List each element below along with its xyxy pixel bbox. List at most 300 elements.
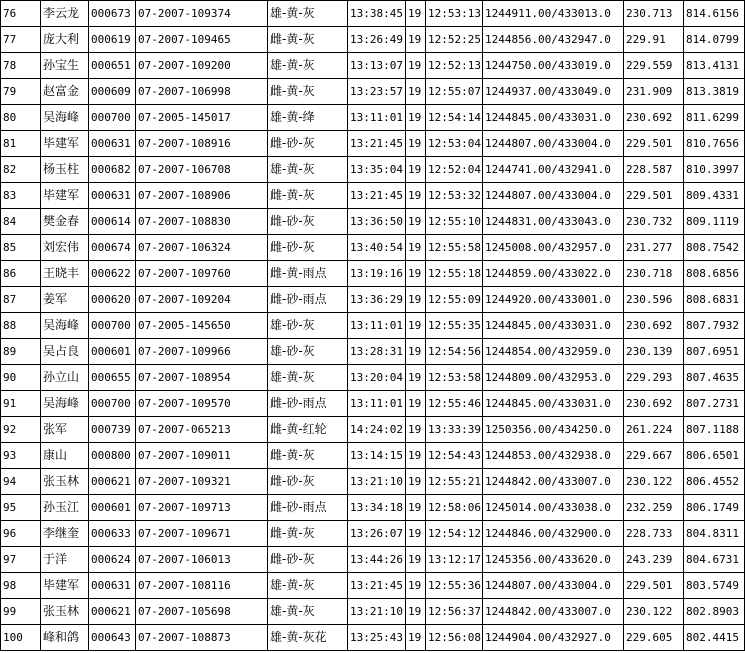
- description-cell: 雌-黄-红轮: [268, 417, 348, 443]
- ring-number-cell: 07-2007-106998: [136, 79, 268, 105]
- arrival-time-cell: 12:52:13: [426, 53, 483, 79]
- day-cell: 19: [406, 547, 426, 573]
- description-cell: 雌-黄-灰: [268, 443, 348, 469]
- description-cell: 雄-黄-灰: [268, 365, 348, 391]
- coordinate-cell: 1244859.00/433022.0: [483, 261, 624, 287]
- coordinate-cell: 1244845.00/433031.0: [483, 391, 624, 417]
- day-cell: 19: [406, 261, 426, 287]
- name-cell: 康山: [41, 443, 89, 469]
- table-row: [1, 599, 745, 625]
- rank-cell: 98: [1, 573, 41, 599]
- day-cell: 19: [406, 495, 426, 521]
- speed-cell: 809.1119: [684, 209, 745, 235]
- start-time-cell: 13:21:45: [348, 183, 406, 209]
- arrival-time-cell: 12:55:21: [426, 469, 483, 495]
- start-time-cell: 13:14:15: [348, 443, 406, 469]
- speed-cell: 808.7542: [684, 235, 745, 261]
- coordinate-cell: 1250356.00/434250.0: [483, 417, 624, 443]
- distance-cell: 229.501: [624, 131, 684, 157]
- distance-cell: 228.733: [624, 521, 684, 547]
- rank-cell: 84: [1, 209, 41, 235]
- speed-cell: 807.1188: [684, 417, 745, 443]
- description-cell: 雌-砂-雨点: [268, 495, 348, 521]
- coordinate-cell: 1244853.00/432938.0: [483, 443, 624, 469]
- ring-number-cell: 07-2007-108916: [136, 131, 268, 157]
- club-id-cell: 000624: [89, 547, 136, 573]
- start-time-cell: 13:21:45: [348, 573, 406, 599]
- day-cell: 19: [406, 443, 426, 469]
- start-time-cell: 13:21:45: [348, 131, 406, 157]
- arrival-time-cell: 12:55:35: [426, 313, 483, 339]
- table-row: [1, 391, 745, 417]
- speed-cell: 802.4415: [684, 625, 745, 651]
- description-cell: 雌-砂-灰: [268, 469, 348, 495]
- ring-number-cell: 07-2007-109321: [136, 469, 268, 495]
- name-cell: 孙宝生: [41, 53, 89, 79]
- speed-cell: 808.6831: [684, 287, 745, 313]
- club-id-cell: 000673: [89, 1, 136, 27]
- distance-cell: 230.596: [624, 287, 684, 313]
- coordinate-cell: 1244842.00/433007.0: [483, 599, 624, 625]
- table-row: [1, 495, 745, 521]
- ring-number-cell: 07-2007-109204: [136, 287, 268, 313]
- name-cell: 吴海峰: [41, 105, 89, 131]
- day-cell: 19: [406, 469, 426, 495]
- distance-cell: 261.224: [624, 417, 684, 443]
- distance-cell: 229.605: [624, 625, 684, 651]
- table-row: [1, 157, 745, 183]
- coordinate-cell: 1244937.00/433049.0: [483, 79, 624, 105]
- rank-cell: 81: [1, 131, 41, 157]
- club-id-cell: 000622: [89, 261, 136, 287]
- distance-cell: 230.122: [624, 599, 684, 625]
- start-time-cell: 13:38:45: [348, 1, 406, 27]
- day-cell: 19: [406, 573, 426, 599]
- rank-cell: 76: [1, 1, 41, 27]
- speed-cell: 810.7656: [684, 131, 745, 157]
- ring-number-cell: 07-2007-105698: [136, 599, 268, 625]
- name-cell: 孙立山: [41, 365, 89, 391]
- day-cell: 19: [406, 183, 426, 209]
- table-row: [1, 1, 745, 27]
- table-row: [1, 183, 745, 209]
- coordinate-cell: 1244911.00/433013.0: [483, 1, 624, 27]
- rank-cell: 87: [1, 287, 41, 313]
- start-time-cell: 13:44:26: [348, 547, 406, 573]
- arrival-time-cell: 12:53:32: [426, 183, 483, 209]
- day-cell: 19: [406, 79, 426, 105]
- arrival-time-cell: 12:55:46: [426, 391, 483, 417]
- table-row: [1, 287, 745, 313]
- distance-cell: 230.713: [624, 1, 684, 27]
- speed-cell: 806.4552: [684, 469, 745, 495]
- arrival-time-cell: 12:54:12: [426, 521, 483, 547]
- table-row: [1, 625, 745, 651]
- start-time-cell: 13:36:29: [348, 287, 406, 313]
- coordinate-cell: 1244809.00/432953.0: [483, 365, 624, 391]
- name-cell: 毕建军: [41, 183, 89, 209]
- description-cell: 雌-黄-灰: [268, 79, 348, 105]
- start-time-cell: 13:26:07: [348, 521, 406, 547]
- distance-cell: 230.718: [624, 261, 684, 287]
- club-id-cell: 000800: [89, 443, 136, 469]
- arrival-time-cell: 12:55:09: [426, 287, 483, 313]
- arrival-time-cell: 13:33:39: [426, 417, 483, 443]
- day-cell: 19: [406, 105, 426, 131]
- club-id-cell: 000621: [89, 469, 136, 495]
- start-time-cell: 14:24:02: [348, 417, 406, 443]
- table-row: [1, 261, 745, 287]
- name-cell: 吴占良: [41, 339, 89, 365]
- day-cell: 19: [406, 365, 426, 391]
- coordinate-cell: 1244842.00/433007.0: [483, 469, 624, 495]
- start-time-cell: 13:28:31: [348, 339, 406, 365]
- speed-cell: 804.6731: [684, 547, 745, 573]
- name-cell: 吴海峰: [41, 391, 89, 417]
- ring-number-cell: 07-2005-145650: [136, 313, 268, 339]
- club-id-cell: 000621: [89, 599, 136, 625]
- day-cell: 19: [406, 27, 426, 53]
- start-time-cell: 13:21:10: [348, 469, 406, 495]
- coordinate-cell: 1245356.00/433620.0: [483, 547, 624, 573]
- ring-number-cell: 07-2007-109570: [136, 391, 268, 417]
- day-cell: 19: [406, 599, 426, 625]
- name-cell: 李云龙: [41, 1, 89, 27]
- name-cell: 刘宏伟: [41, 235, 89, 261]
- speed-cell: 806.6501: [684, 443, 745, 469]
- start-time-cell: 13:11:01: [348, 391, 406, 417]
- rank-cell: 91: [1, 391, 41, 417]
- description-cell: 雌-黄-灰: [268, 27, 348, 53]
- name-cell: 赵富金: [41, 79, 89, 105]
- rank-cell: 78: [1, 53, 41, 79]
- table-row: [1, 365, 745, 391]
- day-cell: 19: [406, 417, 426, 443]
- coordinate-cell: 1245008.00/432957.0: [483, 235, 624, 261]
- club-id-cell: 000631: [89, 183, 136, 209]
- description-cell: 雄-砂-灰: [268, 339, 348, 365]
- ring-number-cell: 07-2007-106013: [136, 547, 268, 573]
- arrival-time-cell: 12:52:04: [426, 157, 483, 183]
- speed-cell: 806.1749: [684, 495, 745, 521]
- distance-cell: 230.692: [624, 391, 684, 417]
- distance-cell: 229.667: [624, 443, 684, 469]
- arrival-time-cell: 12:54:56: [426, 339, 483, 365]
- arrival-time-cell: 12:54:14: [426, 105, 483, 131]
- club-id-cell: 000601: [89, 339, 136, 365]
- table-row: [1, 209, 745, 235]
- club-id-cell: 000614: [89, 209, 136, 235]
- club-id-cell: 000682: [89, 157, 136, 183]
- table-row: [1, 131, 745, 157]
- start-time-cell: 13:25:43: [348, 625, 406, 651]
- club-id-cell: 000631: [89, 573, 136, 599]
- distance-cell: 230.122: [624, 469, 684, 495]
- table-row: [1, 313, 745, 339]
- description-cell: 雄-黄-灰: [268, 1, 348, 27]
- start-time-cell: 13:34:18: [348, 495, 406, 521]
- rank-cell: 85: [1, 235, 41, 261]
- ring-number-cell: 07-2007-109713: [136, 495, 268, 521]
- description-cell: 雄-黄-灰: [268, 53, 348, 79]
- arrival-time-cell: 12:56:08: [426, 625, 483, 651]
- day-cell: 19: [406, 209, 426, 235]
- distance-cell: 229.293: [624, 365, 684, 391]
- rank-cell: 90: [1, 365, 41, 391]
- speed-cell: 803.5749: [684, 573, 745, 599]
- speed-cell: 814.6156: [684, 1, 745, 27]
- club-id-cell: 000643: [89, 625, 136, 651]
- description-cell: 雌-砂-雨点: [268, 391, 348, 417]
- speed-cell: 804.8311: [684, 521, 745, 547]
- day-cell: 19: [406, 313, 426, 339]
- table-row: [1, 105, 745, 131]
- table-row: [1, 547, 745, 573]
- description-cell: 雄-砂-灰: [268, 313, 348, 339]
- club-id-cell: 000620: [89, 287, 136, 313]
- ring-number-cell: 07-2007-106708: [136, 157, 268, 183]
- description-cell: 雌-砂-灰: [268, 209, 348, 235]
- club-id-cell: 000700: [89, 313, 136, 339]
- distance-cell: 229.559: [624, 53, 684, 79]
- rank-cell: 77: [1, 27, 41, 53]
- coordinate-cell: 1244807.00/433004.0: [483, 131, 624, 157]
- name-cell: 樊金春: [41, 209, 89, 235]
- description-cell: 雌-砂-灰: [268, 547, 348, 573]
- description-cell: 雄-黄-灰: [268, 599, 348, 625]
- club-id-cell: 000601: [89, 495, 136, 521]
- table-row: [1, 443, 745, 469]
- description-cell: 雌-黄-灰: [268, 521, 348, 547]
- name-cell: 吴海峰: [41, 313, 89, 339]
- arrival-time-cell: 12:56:37: [426, 599, 483, 625]
- start-time-cell: 13:13:07: [348, 53, 406, 79]
- rank-cell: 94: [1, 469, 41, 495]
- start-time-cell: 13:19:16: [348, 261, 406, 287]
- name-cell: 于洋: [41, 547, 89, 573]
- table-row: [1, 521, 745, 547]
- ring-number-cell: 07-2007-108873: [136, 625, 268, 651]
- speed-cell: 807.6951: [684, 339, 745, 365]
- ring-number-cell: 07-2007-108830: [136, 209, 268, 235]
- coordinate-cell: 1244807.00/433004.0: [483, 183, 624, 209]
- name-cell: 张军: [41, 417, 89, 443]
- start-time-cell: 13:40:54: [348, 235, 406, 261]
- arrival-time-cell: 12:55:07: [426, 79, 483, 105]
- arrival-time-cell: 12:52:25: [426, 27, 483, 53]
- description-cell: 雌-黄-灰: [268, 183, 348, 209]
- club-id-cell: 000631: [89, 131, 136, 157]
- table-row: [1, 235, 745, 261]
- name-cell: 张玉林: [41, 469, 89, 495]
- description-cell: 雌-砂-灰: [268, 131, 348, 157]
- table-row: [1, 27, 745, 53]
- ring-number-cell: 07-2007-108906: [136, 183, 268, 209]
- name-cell: 王晓丰: [41, 261, 89, 287]
- distance-cell: 230.732: [624, 209, 684, 235]
- day-cell: 19: [406, 53, 426, 79]
- rank-cell: 83: [1, 183, 41, 209]
- club-id-cell: 000739: [89, 417, 136, 443]
- club-id-cell: 000700: [89, 105, 136, 131]
- name-cell: 峰和鸽: [41, 625, 89, 651]
- description-cell: 雌-砂-雨点: [268, 287, 348, 313]
- description-cell: 雌-黄-雨点: [268, 261, 348, 287]
- coordinate-cell: 1244856.00/432947.0: [483, 27, 624, 53]
- ring-number-cell: 07-2005-145017: [136, 105, 268, 131]
- ring-number-cell: 07-2007-109966: [136, 339, 268, 365]
- day-cell: 19: [406, 235, 426, 261]
- start-time-cell: 13:35:04: [348, 157, 406, 183]
- club-id-cell: 000619: [89, 27, 136, 53]
- coordinate-cell: 1245014.00/433038.0: [483, 495, 624, 521]
- coordinate-cell: 1244854.00/432959.0: [483, 339, 624, 365]
- rank-cell: 89: [1, 339, 41, 365]
- rank-cell: 82: [1, 157, 41, 183]
- ring-number-cell: 07-2007-108116: [136, 573, 268, 599]
- ring-number-cell: 07-2007-108954: [136, 365, 268, 391]
- arrival-time-cell: 12:53:58: [426, 365, 483, 391]
- distance-cell: 232.259: [624, 495, 684, 521]
- arrival-time-cell: 12:54:43: [426, 443, 483, 469]
- table-body: [1, 1, 745, 651]
- club-id-cell: 000609: [89, 79, 136, 105]
- distance-cell: 230.692: [624, 313, 684, 339]
- rank-cell: 86: [1, 261, 41, 287]
- arrival-time-cell: 12:55:36: [426, 573, 483, 599]
- club-id-cell: 000651: [89, 53, 136, 79]
- coordinate-cell: 1244845.00/433031.0: [483, 105, 624, 131]
- table-row: [1, 79, 745, 105]
- arrival-time-cell: 12:55:18: [426, 261, 483, 287]
- speed-cell: 814.0799: [684, 27, 745, 53]
- distance-cell: 243.239: [624, 547, 684, 573]
- ring-number-cell: 07-2007-109011: [136, 443, 268, 469]
- club-id-cell: 000633: [89, 521, 136, 547]
- start-time-cell: 13:11:01: [348, 313, 406, 339]
- start-time-cell: 13:36:50: [348, 209, 406, 235]
- table-row: [1, 339, 745, 365]
- coordinate-cell: 1244750.00/433019.0: [483, 53, 624, 79]
- coordinate-cell: 1244741.00/432941.0: [483, 157, 624, 183]
- distance-cell: 228.587: [624, 157, 684, 183]
- name-cell: 毕建军: [41, 573, 89, 599]
- ring-number-cell: 07-2007-109671: [136, 521, 268, 547]
- table-row: [1, 417, 745, 443]
- day-cell: 19: [406, 287, 426, 313]
- speed-cell: 810.3997: [684, 157, 745, 183]
- arrival-time-cell: 13:12:17: [426, 547, 483, 573]
- table-row: [1, 573, 745, 599]
- coordinate-cell: 1244920.00/433001.0: [483, 287, 624, 313]
- rank-cell: 92: [1, 417, 41, 443]
- start-time-cell: 13:23:57: [348, 79, 406, 105]
- day-cell: 19: [406, 157, 426, 183]
- coordinate-cell: 1244904.00/432927.0: [483, 625, 624, 651]
- name-cell: 李继奎: [41, 521, 89, 547]
- description-cell: 雄-黄-灰花: [268, 625, 348, 651]
- ring-number-cell: 07-2007-106324: [136, 235, 268, 261]
- arrival-time-cell: 12:55:58: [426, 235, 483, 261]
- speed-cell: 813.4131: [684, 53, 745, 79]
- distance-cell: 229.91: [624, 27, 684, 53]
- name-cell: 张玉林: [41, 599, 89, 625]
- description-cell: 雌-砂-灰: [268, 235, 348, 261]
- name-cell: 庞大利: [41, 27, 89, 53]
- ring-number-cell: 07-2007-065213: [136, 417, 268, 443]
- name-cell: 杨玉柱: [41, 157, 89, 183]
- speed-cell: 807.4635: [684, 365, 745, 391]
- arrival-time-cell: 12:53:04: [426, 131, 483, 157]
- distance-cell: 230.139: [624, 339, 684, 365]
- name-cell: 毕建军: [41, 131, 89, 157]
- table-row: [1, 469, 745, 495]
- rank-cell: 93: [1, 443, 41, 469]
- name-cell: 孙玉江: [41, 495, 89, 521]
- name-cell: 姜军: [41, 287, 89, 313]
- day-cell: 19: [406, 521, 426, 547]
- description-cell: 雄-黄-绛: [268, 105, 348, 131]
- distance-cell: 229.501: [624, 573, 684, 599]
- speed-cell: 807.7932: [684, 313, 745, 339]
- rank-cell: 100: [1, 625, 41, 651]
- rank-cell: 99: [1, 599, 41, 625]
- speed-cell: 813.3819: [684, 79, 745, 105]
- rank-cell: 96: [1, 521, 41, 547]
- arrival-time-cell: 12:55:10: [426, 209, 483, 235]
- day-cell: 19: [406, 339, 426, 365]
- speed-cell: 809.4331: [684, 183, 745, 209]
- speed-cell: 808.6856: [684, 261, 745, 287]
- start-time-cell: 13:26:49: [348, 27, 406, 53]
- rank-cell: 88: [1, 313, 41, 339]
- day-cell: 19: [406, 131, 426, 157]
- day-cell: 19: [406, 625, 426, 651]
- ring-number-cell: 07-2007-109465: [136, 27, 268, 53]
- ring-number-cell: 07-2007-109760: [136, 261, 268, 287]
- speed-cell: 802.8903: [684, 599, 745, 625]
- ring-number-cell: 07-2007-109200: [136, 53, 268, 79]
- description-cell: 雄-黄-灰: [268, 157, 348, 183]
- club-id-cell: 000674: [89, 235, 136, 261]
- coordinate-cell: 1244845.00/433031.0: [483, 313, 624, 339]
- start-time-cell: 13:11:01: [348, 105, 406, 131]
- day-cell: 19: [406, 391, 426, 417]
- rank-cell: 80: [1, 105, 41, 131]
- arrival-time-cell: 12:53:13: [426, 1, 483, 27]
- distance-cell: 231.909: [624, 79, 684, 105]
- day-cell: 19: [406, 1, 426, 27]
- description-cell: 雄-黄-灰: [268, 573, 348, 599]
- start-time-cell: 13:21:10: [348, 599, 406, 625]
- distance-cell: 229.501: [624, 183, 684, 209]
- coordinate-cell: 1244831.00/433043.0: [483, 209, 624, 235]
- ring-number-cell: 07-2007-109374: [136, 1, 268, 27]
- arrival-time-cell: 12:58:06: [426, 495, 483, 521]
- rank-cell: 79: [1, 79, 41, 105]
- rank-cell: 97: [1, 547, 41, 573]
- coordinate-cell: 1244807.00/433004.0: [483, 573, 624, 599]
- speed-cell: 807.2731: [684, 391, 745, 417]
- distance-cell: 230.692: [624, 105, 684, 131]
- coordinate-cell: 1244846.00/432900.0: [483, 521, 624, 547]
- rank-cell: 95: [1, 495, 41, 521]
- club-id-cell: 000655: [89, 365, 136, 391]
- distance-cell: 231.277: [624, 235, 684, 261]
- start-time-cell: 13:20:04: [348, 365, 406, 391]
- club-id-cell: 000700: [89, 391, 136, 417]
- speed-cell: 811.6299: [684, 105, 745, 131]
